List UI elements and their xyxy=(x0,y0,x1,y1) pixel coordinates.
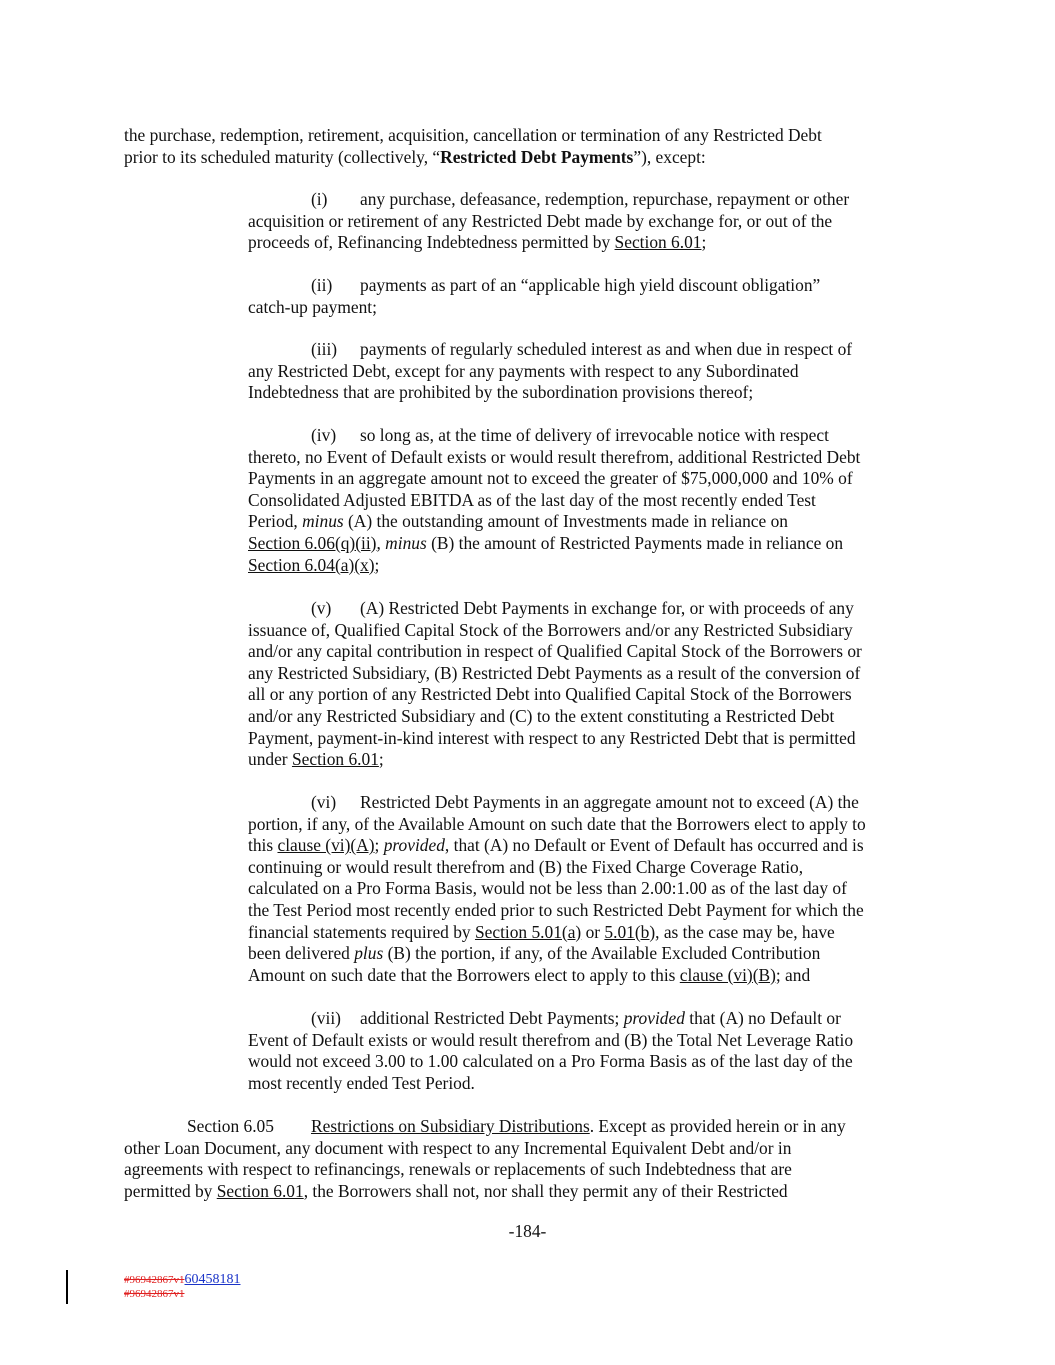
inserted-doc-id: 60458181 xyxy=(184,1272,241,1287)
clause-text: , xyxy=(376,532,386,553)
clause-i-line-3 xyxy=(248,232,849,254)
clause-text: (B) the portion, if any, of the Available Excluded Contribution xyxy=(383,943,821,964)
clause-text: so long as, at the time of delivery of irrevocable notice with respect xyxy=(360,425,829,445)
italic-term: plus xyxy=(354,943,384,964)
clause-v-line-5: all or any portion of any Restricted Debt into Qualified Capital Stock of the Borrowers xyxy=(248,684,852,705)
section-reference-link[interactable]: Section 6.01 xyxy=(614,232,702,253)
clause-vi-line-3 xyxy=(248,835,866,857)
intro-line-1: the purchase, redemption, retirement, acquisition, cancellation or termination of any Restricted Debt xyxy=(124,125,822,145)
clause-i-line-1 xyxy=(248,189,849,211)
defined-term: Restricted Debt Payments xyxy=(440,146,634,167)
clause-text: financial statements required by xyxy=(248,921,475,942)
section-reference-link[interactable]: Section 6.06(q)(ii) xyxy=(248,532,377,553)
section-reference-link[interactable]: Section 5.01(a) xyxy=(474,921,582,942)
clause-number: (ii) xyxy=(311,275,333,295)
clause-text: (B) the amount of Restricted Payments made in reliance on xyxy=(426,532,844,553)
clause-vii-line-1 xyxy=(248,1008,853,1030)
clause-text: ; and xyxy=(775,964,811,985)
footer-line-2 xyxy=(124,1287,241,1301)
clause-number: (vii) xyxy=(311,1008,341,1028)
change-bar xyxy=(66,1270,68,1304)
clause-iv-line-2: thereto, no Event of Default exists or would result therefrom, additional Restricted Debt xyxy=(248,446,861,467)
clause-i-line-2: acquisition or retirement of any Restricted Debt made by exchange for, or out of the xyxy=(248,210,833,231)
clause-text: Period, xyxy=(248,511,303,532)
clause-text: payments of regularly scheduled interest as and when due in respect of xyxy=(360,339,853,359)
section-reference-link[interactable]: Section 6.01 xyxy=(216,1180,304,1201)
italic-term: provided xyxy=(383,835,445,856)
clause-iv xyxy=(248,425,860,576)
document-id-footer xyxy=(124,1273,241,1301)
clause-vi-line-8 xyxy=(248,943,866,965)
clause-iii-line-1 xyxy=(248,339,852,361)
clause-v-line-8 xyxy=(248,749,862,771)
deleted-doc-id: #96942867v1 xyxy=(124,1274,185,1286)
clause-v xyxy=(248,598,862,771)
clause-ii xyxy=(248,275,820,318)
italic-term: minus xyxy=(385,532,427,553)
section-line-4 xyxy=(124,1181,846,1203)
clause-text: proceeds of, Refinancing Indebtedness permitted by xyxy=(248,232,615,253)
clause-ii-line-2: catch-up payment; xyxy=(248,296,377,317)
clause-text: any purchase, defeasance, redemption, repurchase, repayment or other xyxy=(360,189,850,209)
italic-term: minus xyxy=(302,511,344,532)
page-number: -184- xyxy=(508,1221,547,1241)
clause-iv-line-1 xyxy=(248,425,860,447)
intro-line-2 xyxy=(124,147,822,169)
clause-reference-link[interactable]: clause (vi)(A) xyxy=(277,835,375,856)
clause-text: or xyxy=(581,921,605,942)
clause-v-line-6: and/or any Restricted Subsidiary and (C) to the extent constituting a Restricted Debt xyxy=(248,705,835,726)
clause-text: that (A) no Default or xyxy=(684,1008,841,1028)
clause-text: (A) the outstanding amount of Investments made in reliance on xyxy=(343,511,788,532)
clause-iv-line-7 xyxy=(248,555,860,577)
clause-vi-line-7 xyxy=(248,922,866,944)
clause-iii xyxy=(248,339,852,404)
section-number: Section 6.05 xyxy=(187,1116,274,1136)
clause-vi-line-1 xyxy=(248,792,866,814)
clause-vii xyxy=(248,1008,853,1094)
clause-v-line-1 xyxy=(248,598,862,620)
section-reference-link[interactable]: 5.01(b) xyxy=(604,921,656,942)
clause-v-line-2: issuance of, Qualified Capital Stock of the Borrowers and/or any Restricted Subsidiary xyxy=(248,619,853,640)
clause-vii-line-4: most recently ended Test Period. xyxy=(248,1072,475,1093)
clause-text: , that (A) no Default or Event of Default has occurred and is xyxy=(444,835,864,856)
clause-text: been delivered xyxy=(248,943,355,964)
clause-iii-line-3: Indebtedness that are prohibited by the subordination provisions thereof; xyxy=(248,382,754,403)
deleted-doc-id: #96942867v1 xyxy=(124,1288,185,1300)
clause-text: under xyxy=(248,749,292,770)
clause-number: (vi) xyxy=(311,792,337,812)
clause-iv-line-3: Payments in an aggregate amount not to exceed the greater of $75,000,000 and 10% of xyxy=(248,468,853,489)
clause-vii-line-3: would not exceed 3.00 to 1.00 calculated on a Pro Forma Basis as of the last day of the xyxy=(248,1051,853,1072)
section-6-05 xyxy=(124,1116,846,1202)
section-reference-link[interactable]: Section 6.01 xyxy=(291,749,379,770)
clause-text: payments as part of an “applicable high yield discount obligation” xyxy=(360,275,821,295)
clause-iii-line-2: any Restricted Debt, except for any payments with respect to any Subordinated xyxy=(248,360,799,381)
section-heading: Restrictions on Subsidiary Distributions xyxy=(311,1116,590,1136)
clause-v-line-7: Payment, payment-in-kind interest with respect to any Restricted Debt that is permitted xyxy=(248,727,856,748)
clause-number: (i) xyxy=(311,189,328,209)
clause-text: ; xyxy=(374,554,380,575)
clause-text: Amount on such date that the Borrowers elect to apply to this xyxy=(248,964,680,985)
clause-text: ; xyxy=(701,232,707,253)
intro-text-end: ”), except: xyxy=(633,146,706,167)
intro-paragraph xyxy=(124,125,822,168)
clause-text: additional Restricted Debt Payments; xyxy=(360,1008,624,1028)
clause-number: (iii) xyxy=(311,339,338,359)
clause-reference-link[interactable]: clause (vi)(B) xyxy=(679,964,776,985)
clause-vi-line-5: calculated on a Pro Forma Basis, would not be less than 2.00:1.00 as of the last day of xyxy=(248,878,847,899)
clause-iv-line-6 xyxy=(248,533,860,555)
clause-v-line-3: and/or any capital contribution in respect of Qualified Capital Stock of the Borrowers or xyxy=(248,641,862,662)
section-line-3: agreements with respect to refinancings, renewals or replacements of such Indebtedness that are xyxy=(124,1159,792,1180)
clause-text: ; xyxy=(378,749,384,770)
section-reference-link[interactable]: Section 6.04(a)(x) xyxy=(248,554,375,575)
clause-ii-line-1 xyxy=(248,275,820,297)
clause-vii-line-2: Event of Default exists or would result therefrom and (B) the Total Net Leverage Ratio xyxy=(248,1029,854,1050)
clause-text: Restricted Debt Payments in an aggregate amount not to exceed (A) the xyxy=(360,792,859,812)
clause-vi-line-9 xyxy=(248,965,866,987)
clause-text: (A) Restricted Debt Payments in exchange for, or with proceeds of any xyxy=(360,598,854,618)
clause-text: , as the case may be, have xyxy=(655,921,835,942)
clause-vi xyxy=(248,792,866,986)
clause-text: this xyxy=(248,835,278,856)
intro-text: prior to its scheduled maturity (collectively, “ xyxy=(124,146,441,167)
section-line-1 xyxy=(124,1116,846,1138)
clause-number: (iv) xyxy=(311,425,337,445)
clause-vi-line-2: portion, if any, of the Available Amount on such date that the Borrowers elect to apply to xyxy=(248,813,866,834)
clause-vi-line-4: continuing or would result therefrom and (B) the Fixed Charge Coverage Ratio, xyxy=(248,856,804,877)
italic-term: provided xyxy=(623,1008,685,1028)
clause-vi-line-6: the Test Period most recently ended prior to such Restricted Debt Payment for which the xyxy=(248,899,864,920)
clause-text: ; xyxy=(374,835,384,856)
section-text: permitted by xyxy=(124,1180,217,1201)
clause-iv-line-4: Consolidated Adjusted EBITDA as of the last day of the most recently ended Test xyxy=(248,489,816,510)
section-text: , the Borrowers shall not, nor shall they permit any of their Restricted xyxy=(303,1180,788,1201)
footer-line-1 xyxy=(124,1273,241,1287)
clause-i xyxy=(248,189,849,254)
clause-number: (v) xyxy=(311,598,332,618)
clause-v-line-4: any Restricted Subsidiary, (B) Restricted Debt Payments as a result of the conversion of xyxy=(248,662,861,683)
section-line-2: other Loan Document, any document with respect to any Incremental Equivalent Debt and/or in xyxy=(124,1137,792,1158)
section-text: . Except as provided herein or in any xyxy=(589,1116,846,1136)
clause-iv-line-5 xyxy=(248,511,860,533)
